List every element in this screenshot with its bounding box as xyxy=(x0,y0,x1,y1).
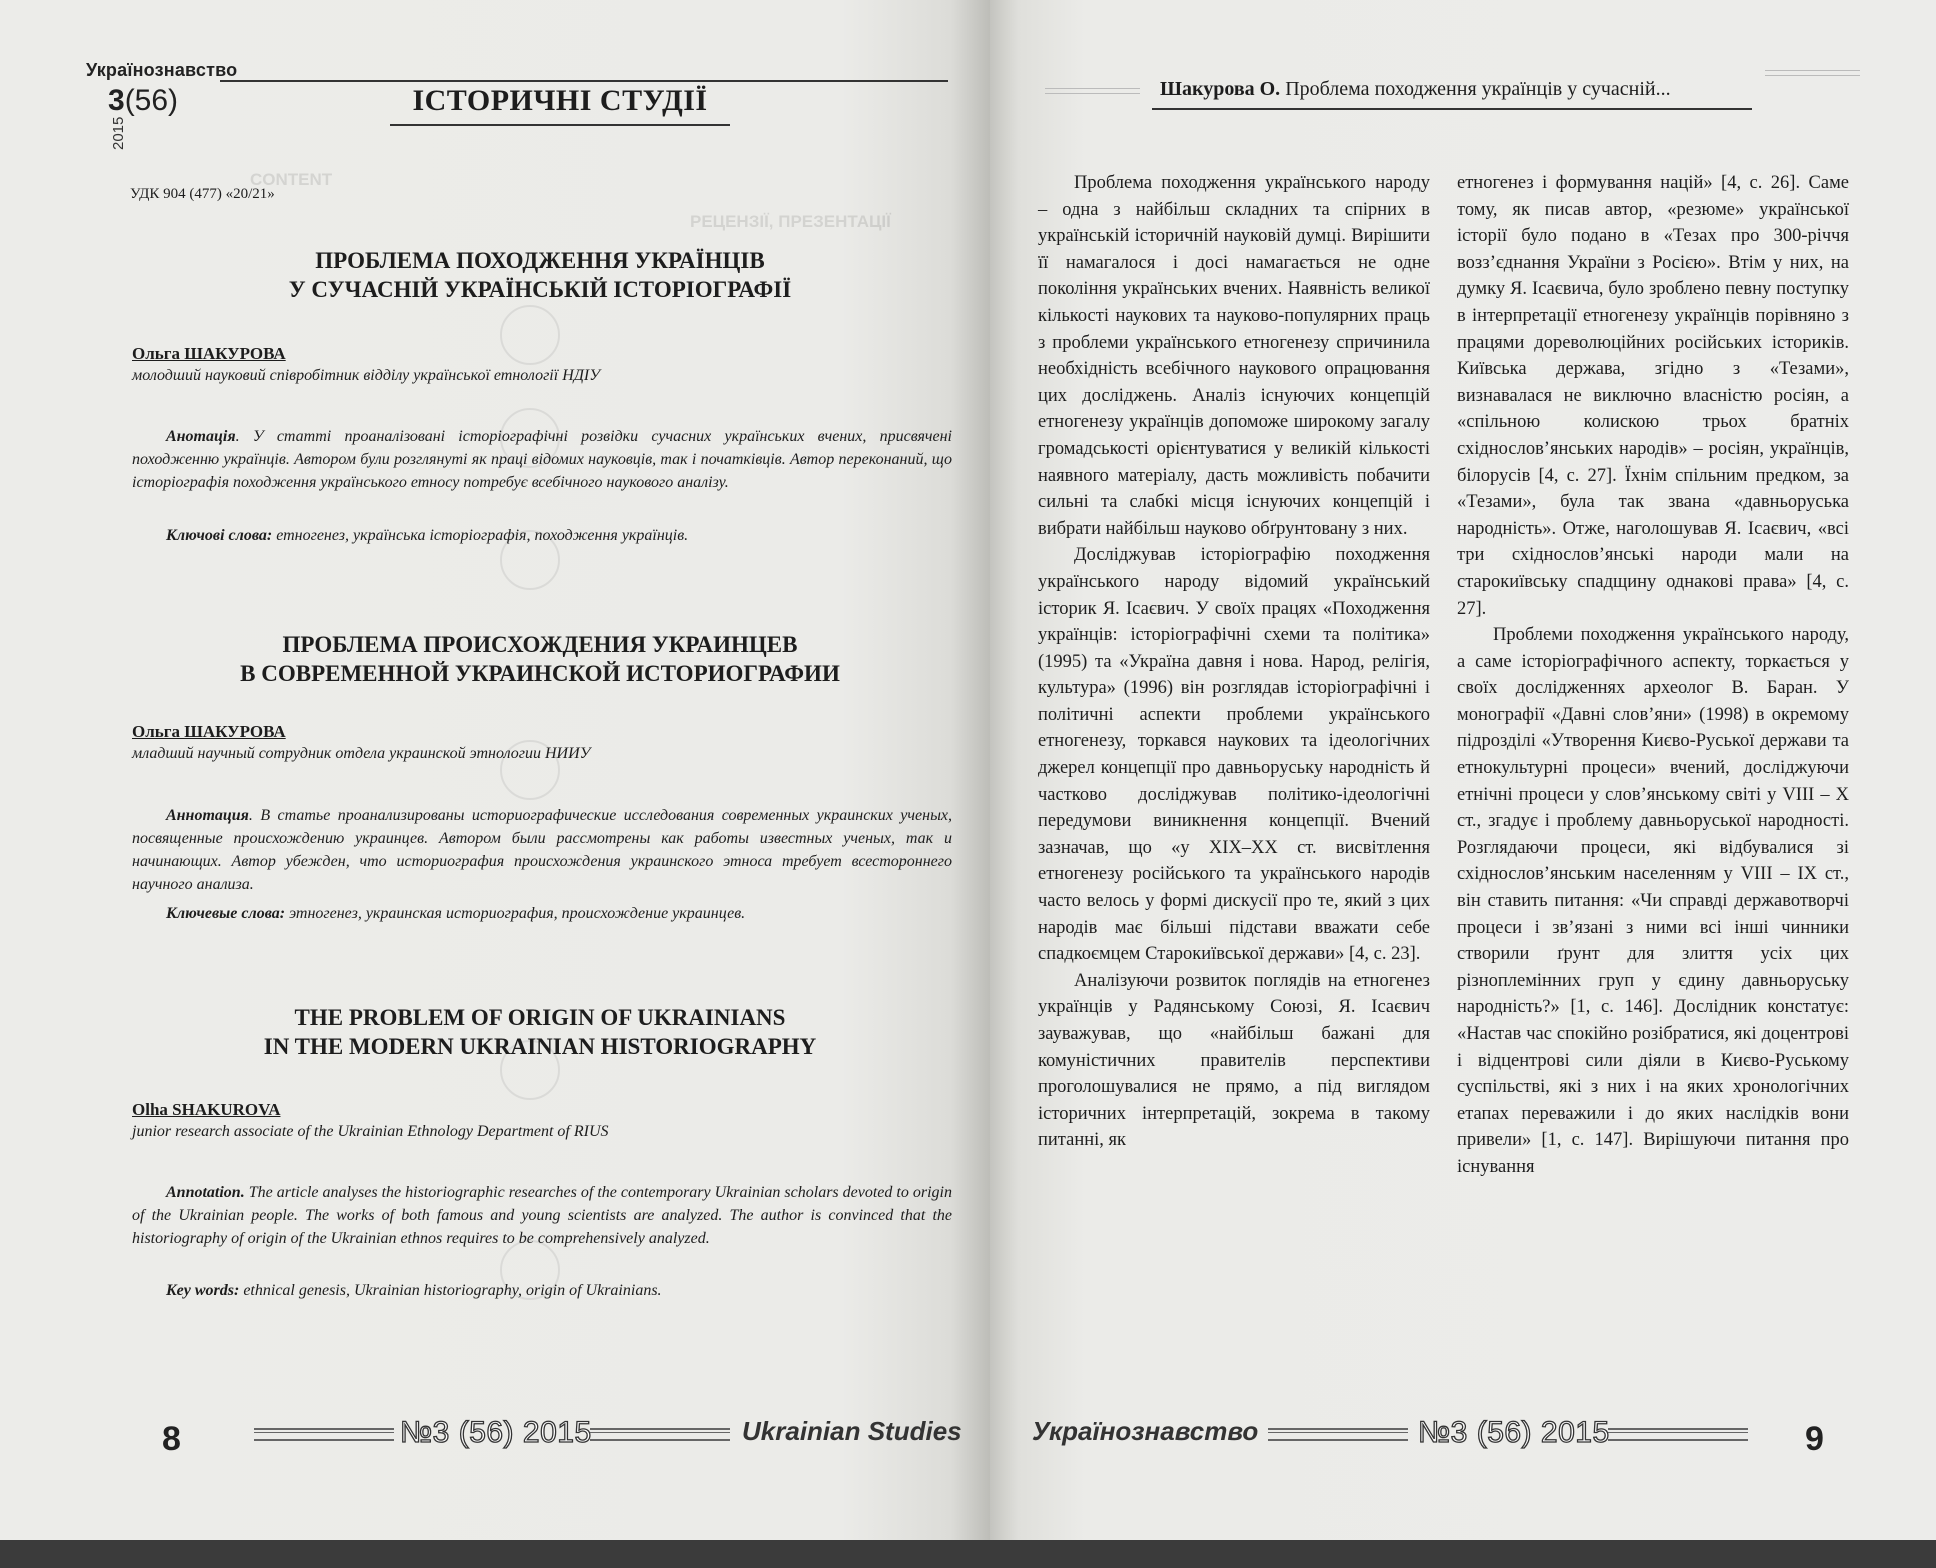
keywords-english xyxy=(166,1282,946,1300)
text-column-2 xyxy=(1457,170,1849,1181)
keywords-ukrainian xyxy=(166,527,946,545)
title-line: У СУЧАСНІЙ УКРАЇНСЬКІЙ ІСТОРІОГРАФІЇ xyxy=(288,277,792,302)
author-position: молодший науковий співробітник відділу української етнології НДІУ xyxy=(132,367,601,384)
abstract-label: Анотація xyxy=(166,428,236,445)
abstract-russian xyxy=(132,804,952,896)
title-english xyxy=(130,1003,950,1061)
footer-issue: №3 (56) 2015 xyxy=(400,1416,592,1449)
paragraph: Досліджував історіографію походження українського народу відомий український історик Я. Ісаєвич. У своїх працях «Походження українців: історіографічні схеми та політика» (1995) та «Україна давня і нова. Народ, релігія, культура» (1996) він розглядав історіографічні і політичні аспекти проблеми українського етногенезу, торкався наукових та ідеологічних джерел концепції про давньоруську народність й частково досліджував політико-ідеологічні передумови виникнення концепції. Вчений зазначав, що «у XIX–XX ст. висвітлення етногенезу російського та українського народів часто велось у формі дискусії про те, який з цих народів має більші підстави вважати себе спадкоємцем Старокиївської держави» [4, с. 23]. xyxy=(1038,545,1430,965)
running-head-author: Шакурова О. xyxy=(1160,78,1281,100)
header-rule-faint xyxy=(1045,88,1140,94)
footer-issue: №3 (56) 2015 xyxy=(1418,1416,1610,1449)
footer-rule xyxy=(254,1428,394,1441)
section-underline xyxy=(390,124,730,126)
abstract-label: Annotation. xyxy=(166,1184,245,1201)
abstract-label: Аннотация xyxy=(166,807,249,824)
show-through-text: РЕЦЕНЗІЇ, ПРЕЗЕНТАЦІЇ xyxy=(690,212,891,231)
author-position: младший научный сотрудник отдела украинской этнологии НИИУ xyxy=(132,745,591,762)
title-line: THE PROBLEM OF ORIGIN OF UKRAINIANS xyxy=(294,1005,786,1030)
title-russian xyxy=(130,630,950,688)
title-line: В СОВРЕМЕННОЙ УКРАИНСКОЙ ИСТОРИОГРАФИИ xyxy=(240,661,840,686)
udc-code: УДК 904 (477) «20/21» xyxy=(130,186,275,202)
text-column-1 xyxy=(1038,170,1430,1154)
issue-number xyxy=(108,84,178,118)
author-name: Ольга ШАКУРОВА xyxy=(132,344,286,363)
keywords-russian xyxy=(166,905,946,923)
title-line: ПРОБЛЕМА ПРОИСХОЖДЕНИЯ УКРАИНЦЕВ xyxy=(282,632,798,657)
author-name: Olha SHAKUROVA xyxy=(132,1100,281,1119)
abstract-text: . У статті проаналізовані історіографічні розвідки сучасних українських вчених, присвячені походженню українців. Автором були розглянуті як праці відомих науковців, так і початківців. Автор переконаний, що історіографія походження українського етносу потребує всебічного наукового аналізу. xyxy=(132,428,952,491)
paragraph: Проблеми походження українського народу, а саме історіографічного аспекту, торкається у своїх дослідженнях археолог В. Баран. У монографії «Давні слов’яни» (1998) в окремому підрозділі «Утворення Києво-Руської держави та етнокультурні процеси» вчений, досліджуючи етнічні процеси у слов’янському світі у VIII – X ст., згадує і проблему давньоруської народності. Розглядаючи процеси, які відбувалися зі східнослов’янським населенням у VIII – IX ст., він ставить питання: «Чи справді державотворчі процеси і зв’язані з ними всі інші чинники створили ґрунт для злиття усіх цих різноплемінних груп у єдину давньоруську народність?» [1, с. 146]. Дослідник констатує: «Настав час спокійно розібратися, які доцентрові і відцентрові сили діяли в Києво-Руському суспільстві, які з них і на яких хронологічних етапах переважили і до яких наслідків вони привели» [1, с. 147]. Вирішуючи питання про існування xyxy=(1457,625,1849,1177)
header-rule-faint xyxy=(1765,70,1860,76)
keywords-label: Ключові слова: xyxy=(166,527,273,544)
page-number: 8 xyxy=(162,1420,181,1458)
footer-rule xyxy=(1268,1428,1408,1441)
issue-big: 3 xyxy=(108,84,125,117)
title-line: IN THE MODERN UKRAINIAN HISTORIOGRAPHY xyxy=(263,1034,817,1059)
title-line: ПРОБЛЕМА ПОХОДЖЕННЯ УКРАЇНЦІВ xyxy=(315,248,765,273)
running-head-rule xyxy=(1152,108,1752,110)
running-head xyxy=(1160,78,1671,101)
title-ukrainian xyxy=(130,246,950,304)
year-vertical: 2015 xyxy=(110,116,127,150)
author-position: junior research associate of the Ukrainian Ethnology Department of RIUS xyxy=(132,1123,609,1140)
issue-small: (56) xyxy=(124,84,179,117)
abstract-text: The article analyses the historiographic researches of the contemporary Ukrainian scholars devoted to origin of the Ukrainian people. The works of both famous and young scientists are analyzed. The author is convinced that the historiography of origin of the Ukrainian ethnos requires to be comprehensively analyzed. xyxy=(132,1184,952,1247)
paragraph: Аналізуючи розвиток поглядів на етногенез українців у Радянському Союзі, Я. Ісаєвич зауважував, що «найбільш бажані для комуністичних правителів перспективи проголошувалися не прямо, а під виглядом історичних інтерпретацій, зокрема в такому питанні, як xyxy=(1038,970,1430,1151)
show-through-text: CONTENT xyxy=(250,170,333,189)
abstract-english xyxy=(132,1181,952,1250)
abstract-ukrainian xyxy=(132,425,952,494)
footer-brand: Українознавство xyxy=(1032,1416,1259,1446)
footer-rule xyxy=(590,1428,730,1441)
paragraph: Проблема походження українського народу – одна з найбільш складних та спірних в українській історичній науковій думці. Вирішити її намагалося і досі намагається не одне покоління українських вчених. Наявність великої кількості наукових та науково-популярних праць з проблеми українського етногенезу спричинила необхідність всебічного наукового опрацювання цих досліджень. Аналіз існуючих концепцій етногенезу українців допоможе широкому загалу громадськості орієнтуватися у великій кількості наявного матеріалу, дасть можливість побачити сильні та слабкі місця існуючих концепцій і вибрати найбільш науково обґрунтовану з них. xyxy=(1038,173,1430,539)
keywords-text: етногенез, українська історіографія, походження українців. xyxy=(272,527,689,544)
keywords-label: Key words: xyxy=(166,1282,240,1299)
running-head-title: Проблема походження українців у сучасній... xyxy=(1280,78,1671,100)
show-through-circle xyxy=(500,305,560,365)
section-title: ІСТОРИЧНІ СТУДІЇ xyxy=(412,84,708,117)
journal-logo: Українознавство xyxy=(86,60,238,80)
page-number: 9 xyxy=(1805,1420,1824,1458)
paragraph: етногенез і формування націй» [4, с. 26]. Саме тому, як писав автор, «резюме» української історії було подано в «Тезах про 300-річчя возз’єднання України з Росією». Втім у них, на думку Я. Ісаєвича, було зроблено певну поступку в інтерпретації етногенезу українців порівняно з працями дореволюційних російських істориків. Київська держава, згідно з «Тезами», визнавалася не виключно власністю росіян, а «спільною колискою трьох братніх східнослов’янських народів» – росіян, українців, білорусів [4, с. 27]. Їхнім спільним предком, за «Тезами», була так звана «давньоруська народність». Отже, наголошував Я. Ісаєвич, «всі три східнослов’янські народи мали на старокиївську спадщину однакові права» [4, с. 27]. xyxy=(1457,173,1849,619)
footer-rule xyxy=(1608,1428,1748,1441)
keywords-text: ethnical genesis, Ukrainian historiography, origin of Ukrainians. xyxy=(239,1282,662,1299)
keywords-text: этногенез, украинская историография, происхождение украинцев. xyxy=(285,905,746,922)
header-rule xyxy=(220,80,948,82)
author-name: Ольга ШАКУРОВА xyxy=(132,722,286,741)
keywords-label: Ключевые слова: xyxy=(166,905,286,922)
abstract-text: . В статье проанализированы историографические исследования современных украинских ученых, посвященные происхождению украинцев. Автором были рассмотрены как работы известных ученых, так и начинающих. Автор убежден, что историография происхождения украинского этноса требует всестороннего научного анализа. xyxy=(132,807,952,893)
footer-brand: Ukrainian Studies xyxy=(742,1416,962,1446)
